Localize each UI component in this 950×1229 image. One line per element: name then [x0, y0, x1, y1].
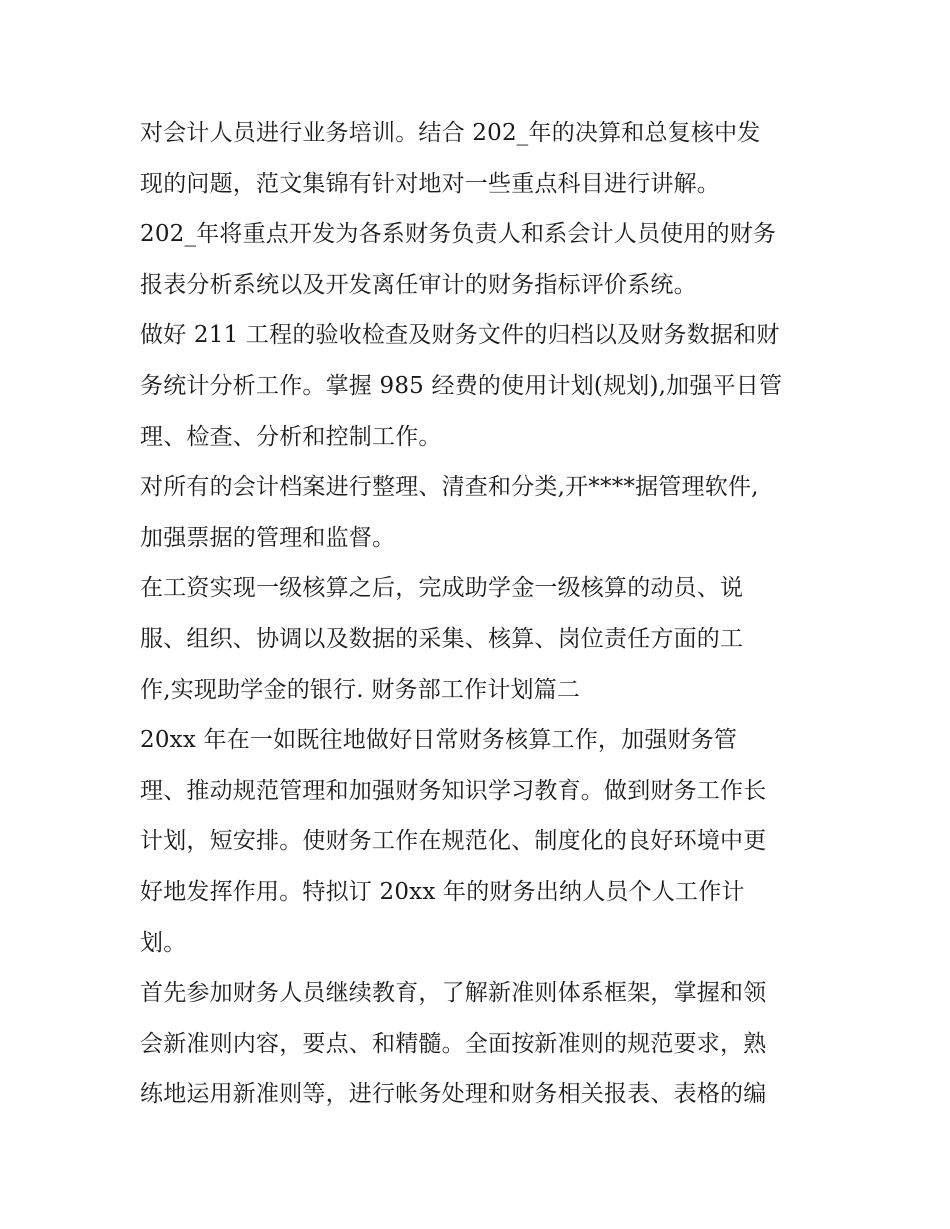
- text-line: 对所有的会计档案进行整理、清查和分类,开****据管理软件,: [140, 474, 759, 501]
- text-line: 服、组织、协调以及数据的采集、核算、岗位责任方面的工: [140, 625, 744, 652]
- text-line: 好地发挥作用。特拟订 20xx 年的财务出纳人员个人工作计: [140, 878, 745, 905]
- text-line: 计划，短安排。使财务工作在规范化、制度化的良好环境中更: [140, 828, 767, 855]
- text-line: 务统计分析工作。掌握 985 经费的使用计划(规划),加强平日管: [140, 372, 783, 399]
- text-line: 20xx 年在一如既往地做好日常财务核算工作，加强财务管: [140, 727, 738, 754]
- text-line: 理、推动规范管理和加强财务知识学习教育。做到财务工作长: [140, 777, 767, 804]
- text-line: 首先参加财务人员继续教育，了解新准则体系框架，掌握和领: [140, 980, 767, 1007]
- text-line: 作,实现助学金的银行. 财务部工作计划篇二: [140, 676, 581, 703]
- text-line: 在工资实现一级核算之后，完成助学金一级核算的动员、说: [140, 575, 744, 602]
- text-line: 202_年将重点开发为各系财务负责人和系会计人员使用的财务: [140, 221, 777, 248]
- text-line: 划。: [140, 929, 187, 956]
- text-line: 练地运用新准则等，进行帐务处理和财务相关报表、表格的编: [140, 1081, 767, 1108]
- document-body: [140, 108, 830, 1120]
- text-line: 理、检查、分析和控制工作。: [140, 423, 442, 450]
- text-line: 报表分析系统以及开发离任审计的财务指标评价系统。: [140, 271, 697, 298]
- text-line: 会新准则内容，要点、和精髓。全面按新准则的规范要求，熟: [140, 1030, 767, 1057]
- text-line: 做好 211 工程的验收检查及财务文件的归档以及财务数据和财: [140, 322, 780, 349]
- text-line: 现的问题，范文集锦有针对地对一些重点科目进行讲解。: [140, 170, 720, 197]
- text-line: 加强票据的管理和监督。: [140, 524, 396, 551]
- text-line: 对会计人员进行业务培训。结合 202_年的决算和总复核中发: [140, 120, 761, 146]
